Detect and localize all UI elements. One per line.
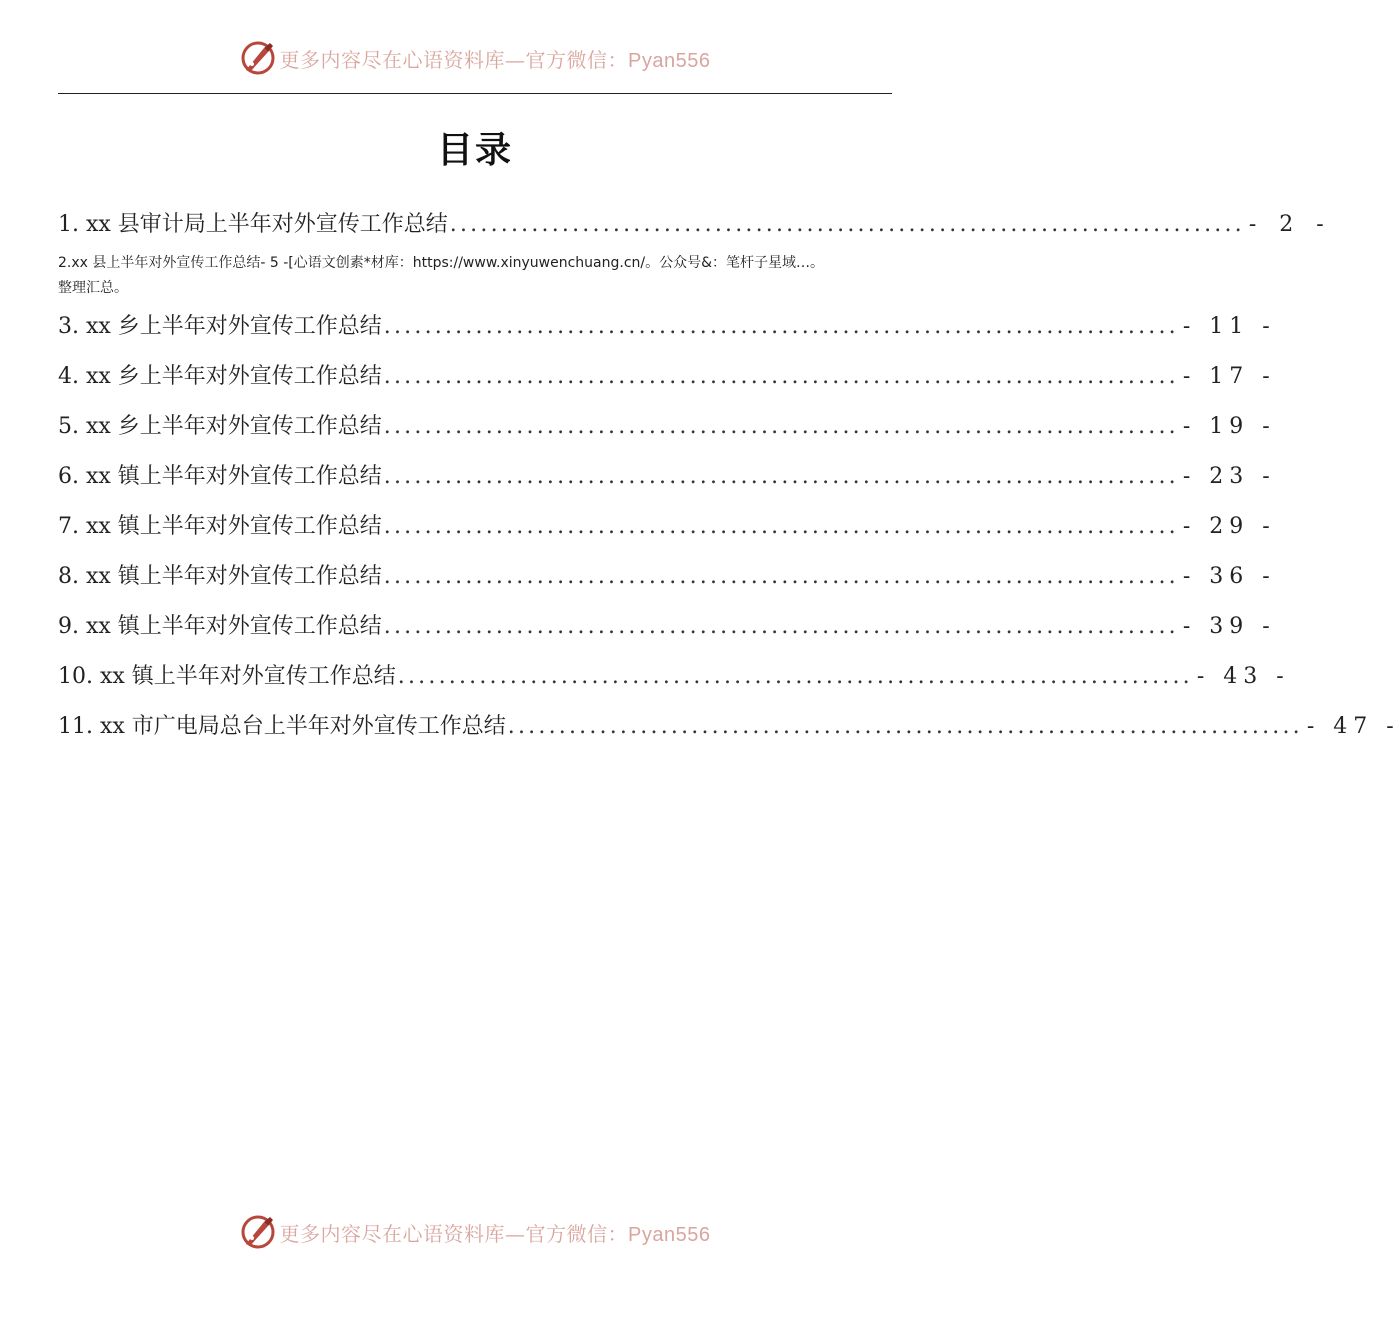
page-title: 目录 <box>436 130 513 171</box>
toc-leader-dots: .............................................................................. <box>397 664 1193 689</box>
toc-leader-dots: .............................................................................. <box>383 514 1179 539</box>
toc-entry-page: - 36 - <box>1182 564 1276 589</box>
header-wechat-id: Pyan556 <box>628 49 711 72</box>
toc-entry-1[interactable] <box>58 205 1332 249</box>
toc-leader-dots: .............................................................................. <box>507 714 1303 739</box>
pen-logo-icon <box>240 1214 276 1250</box>
toc-entry-page: - 29 - <box>1182 514 1276 539</box>
toc-leader-dots: .............................................................................. <box>383 414 1179 439</box>
toc-entry-label: 7. xx 镇上半年对外宣传工作总结 <box>58 514 382 539</box>
toc-entry-8[interactable] <box>58 557 1276 607</box>
toc-entry-2-line-2: 整理汇总。 <box>58 280 128 296</box>
toc-entry-5[interactable] <box>58 407 1276 457</box>
toc-entry-2-line-1: 2.xx 县上半年对外宣传工作总结- 5 -[心语文创素*材库：https://www.xinyuwenchuang.cn/。公众号&：笔杆子星域…。 <box>58 255 825 271</box>
toc-leader-dots: .............................................................................. <box>383 364 1179 389</box>
header-rule <box>58 93 892 94</box>
toc-entry-label: 4. xx 乡上半年对外宣传工作总结 <box>58 364 382 389</box>
toc-entry-label: 11. xx 市广电局总台上半年对外宣传工作总结 <box>58 714 506 739</box>
toc-leader-dots: .............................................................................. <box>449 212 1245 237</box>
toc-entry-label: 9. xx 镇上半年对外宣传工作总结 <box>58 614 382 639</box>
footer-banner-text: 更多内容尽在心语资料库—官方微信：Pyan556 <box>279 1221 711 1246</box>
toc-entry-3[interactable] <box>58 307 1276 357</box>
footer-banner <box>0 1212 950 1252</box>
toc-entry-6[interactable] <box>58 457 1276 507</box>
toc-leader-dots: .............................................................................. <box>383 464 1179 489</box>
toc-entry-page: - 39 - <box>1182 614 1276 639</box>
footer-wechat-id: Pyan556 <box>628 1223 711 1246</box>
toc-entry-page: - 19 - <box>1182 414 1276 439</box>
toc-entry-9[interactable] <box>58 607 1276 657</box>
toc-entry-page: - 17 - <box>1182 364 1276 389</box>
toc-entry-label: 3. xx 乡上半年对外宣传工作总结 <box>58 314 382 339</box>
toc-entry-7[interactable] <box>58 507 1276 557</box>
toc-entry-page: - 47 - <box>1306 714 1400 739</box>
toc-leader-dots: .............................................................................. <box>383 314 1179 339</box>
toc-leader-dots: .............................................................................. <box>383 614 1179 639</box>
toc-entry-4[interactable] <box>58 357 1276 407</box>
header-banner-text: 更多内容尽在心语资料库—官方微信：Pyan556 <box>279 47 711 72</box>
toc-entry-2[interactable] <box>58 251 898 301</box>
toc-entry-label: 5. xx 乡上半年对外宣传工作总结 <box>58 414 382 439</box>
toc-leader-dots: .............................................................................. <box>383 564 1179 589</box>
pen-logo-icon <box>240 40 276 76</box>
toc-entry-page: - 23 - <box>1182 464 1276 489</box>
table-of-contents <box>58 205 1400 757</box>
toc-entry-page: - 2 - <box>1248 212 1332 237</box>
toc-entry-label: 6. xx 镇上半年对外宣传工作总结 <box>58 464 382 489</box>
toc-entry-10[interactable] <box>58 657 1290 707</box>
toc-entry-11[interactable] <box>58 707 1400 757</box>
toc-entry-label: 1. xx 县审计局上半年对外宣传工作总结 <box>58 212 448 237</box>
toc-entry-label: 10. xx 镇上半年对外宣传工作总结 <box>58 664 396 689</box>
header-banner <box>0 38 950 78</box>
toc-entry-page: - 43 - <box>1196 664 1290 689</box>
toc-entry-page: - 11 - <box>1182 314 1276 339</box>
toc-entry-label: 8. xx 镇上半年对外宣传工作总结 <box>58 564 382 589</box>
